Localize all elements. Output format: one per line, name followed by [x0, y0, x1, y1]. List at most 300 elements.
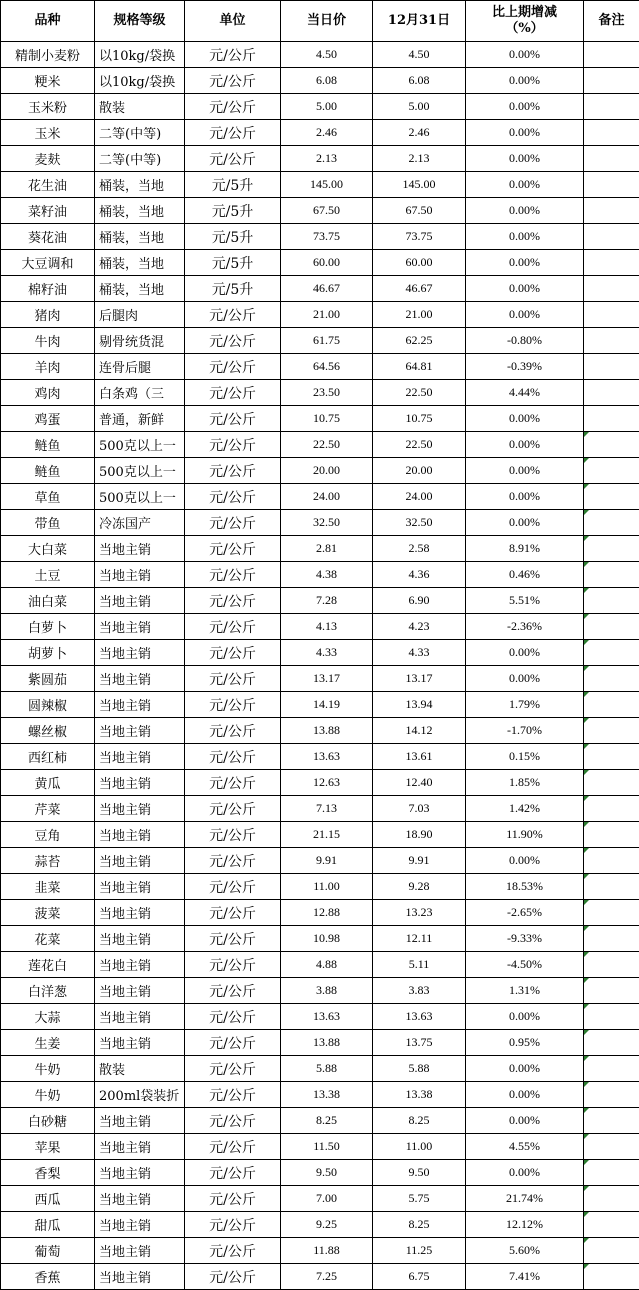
header-unit: 单位: [185, 1, 281, 42]
cell-unit: 元/公斤: [185, 1056, 281, 1082]
cell-unit: 元/公斤: [185, 406, 281, 432]
cell-note: [584, 172, 639, 198]
cell-prev-price: 22.50: [373, 432, 466, 458]
cell-note: [584, 744, 639, 770]
cell-note: [584, 224, 639, 250]
cell-spec: 当地主销: [95, 1264, 185, 1290]
cell-change: 0.00%: [466, 1056, 584, 1082]
cell-today-price: 20.00: [281, 458, 373, 484]
header-spec: 规格等级: [95, 1, 185, 42]
cell-name: 甜瓜: [1, 1212, 95, 1238]
cell-today-price: 5.00: [281, 94, 373, 120]
cell-spec: 以10kg/袋换: [95, 68, 185, 94]
cell-today-price: 11.88: [281, 1238, 373, 1264]
cell-prev-price: 9.50: [373, 1160, 466, 1186]
cell-unit: 元/公斤: [185, 536, 281, 562]
cell-name: 莲花白: [1, 952, 95, 978]
table-row: [1, 1108, 639, 1134]
cell-spec: 当地主销: [95, 770, 185, 796]
cell-spec: 后腿肉: [95, 302, 185, 328]
cell-unit: 元/公斤: [185, 1264, 281, 1290]
cell-name: 精制小麦粉: [1, 42, 95, 68]
cell-unit: 元/公斤: [185, 744, 281, 770]
table-row: [1, 1004, 639, 1030]
cell-prev-price: 60.00: [373, 250, 466, 276]
cell-today-price: 13.88: [281, 1030, 373, 1056]
cell-spec: 当地主销: [95, 1186, 185, 1212]
cell-change: -2.65%: [466, 900, 584, 926]
cell-change: 5.60%: [466, 1238, 584, 1264]
cell-prev-price: 2.46: [373, 120, 466, 146]
cell-unit: 元/公斤: [185, 1082, 281, 1108]
cell-prev-price: 2.13: [373, 146, 466, 172]
cell-spec: 当地主销: [95, 1238, 185, 1264]
cell-prev-price: 13.63: [373, 1004, 466, 1030]
cell-unit: 元/公斤: [185, 848, 281, 874]
cell-name: 螺丝椒: [1, 718, 95, 744]
cell-change: -1.70%: [466, 718, 584, 744]
cell-change: 0.00%: [466, 510, 584, 536]
cell-note: [584, 640, 639, 666]
cell-prev-price: 4.33: [373, 640, 466, 666]
cell-unit: 元/公斤: [185, 510, 281, 536]
cell-spec: 当地主销: [95, 874, 185, 900]
cell-note: [584, 146, 639, 172]
table-row: [1, 510, 639, 536]
cell-spec: 散装: [95, 94, 185, 120]
table-row: [1, 328, 639, 354]
cell-today-price: 13.88: [281, 718, 373, 744]
cell-unit: 元/公斤: [185, 588, 281, 614]
cell-spec: 散装: [95, 1056, 185, 1082]
cell-spec: 当地主销: [95, 562, 185, 588]
cell-note: [584, 796, 639, 822]
cell-prev-price: 73.75: [373, 224, 466, 250]
cell-name: 鸡蛋: [1, 406, 95, 432]
cell-unit: 元/公斤: [185, 1134, 281, 1160]
cell-spec: 当地主销: [95, 926, 185, 952]
cell-today-price: 46.67: [281, 276, 373, 302]
cell-name: 玉米: [1, 120, 95, 146]
cell-change: -9.33%: [466, 926, 584, 952]
table-row: [1, 562, 639, 588]
cell-today-price: 5.88: [281, 1056, 373, 1082]
cell-change: 0.00%: [466, 432, 584, 458]
cell-unit: 元/公斤: [185, 42, 281, 68]
cell-note: [584, 328, 639, 354]
cell-name: 香梨: [1, 1160, 95, 1186]
cell-note: [584, 276, 639, 302]
cell-prev-price: 5.88: [373, 1056, 466, 1082]
cell-prev-price: 46.67: [373, 276, 466, 302]
cell-spec: 桶装，当地: [95, 224, 185, 250]
cell-spec: 当地主销: [95, 588, 185, 614]
table-row: [1, 1186, 639, 1212]
cell-prev-price: 11.25: [373, 1238, 466, 1264]
cell-note: [584, 120, 639, 146]
table-row: [1, 900, 639, 926]
cell-prev-price: 9.91: [373, 848, 466, 874]
cell-spec: 500克以上一: [95, 458, 185, 484]
cell-prev-price: 12.11: [373, 926, 466, 952]
cell-change: 0.00%: [466, 484, 584, 510]
cell-prev-price: 21.00: [373, 302, 466, 328]
cell-change: 0.00%: [466, 120, 584, 146]
cell-name: 鲢鱼: [1, 458, 95, 484]
cell-unit: 元/公斤: [185, 718, 281, 744]
cell-unit: 元/公斤: [185, 822, 281, 848]
cell-today-price: 60.00: [281, 250, 373, 276]
cell-today-price: 2.81: [281, 536, 373, 562]
cell-unit: 元/公斤: [185, 952, 281, 978]
cell-prev-price: 4.23: [373, 614, 466, 640]
cell-unit: 元/公斤: [185, 770, 281, 796]
cell-name: 猪肉: [1, 302, 95, 328]
table-body: [1, 42, 639, 1290]
cell-spec: 当地主销: [95, 952, 185, 978]
cell-note: [584, 900, 639, 926]
cell-spec: 当地主销: [95, 744, 185, 770]
cell-spec: 普通，新鲜: [95, 406, 185, 432]
cell-note: [584, 1030, 639, 1056]
table-row: [1, 744, 639, 770]
cell-today-price: 4.38: [281, 562, 373, 588]
table-row: [1, 484, 639, 510]
cell-prev-price: 5.11: [373, 952, 466, 978]
cell-today-price: 2.46: [281, 120, 373, 146]
cell-note: [584, 1264, 639, 1290]
table-row: [1, 94, 639, 120]
cell-note: [584, 692, 639, 718]
cell-prev-price: 64.81: [373, 354, 466, 380]
cell-unit: 元/公斤: [185, 302, 281, 328]
cell-note: [584, 770, 639, 796]
cell-spec: 剔骨统货混: [95, 328, 185, 354]
cell-name: 韭菜: [1, 874, 95, 900]
cell-change: 1.85%: [466, 770, 584, 796]
cell-spec: 500克以上一: [95, 484, 185, 510]
cell-spec: 当地主销: [95, 536, 185, 562]
cell-unit: 元/公斤: [185, 692, 281, 718]
cell-today-price: 3.88: [281, 978, 373, 1004]
cell-name: 花菜: [1, 926, 95, 952]
table-row: [1, 406, 639, 432]
cell-name: 大蒜: [1, 1004, 95, 1030]
cell-spec: 当地主销: [95, 1212, 185, 1238]
cell-prev-price: 8.25: [373, 1108, 466, 1134]
cell-change: 12.12%: [466, 1212, 584, 1238]
cell-change: -2.36%: [466, 614, 584, 640]
cell-change: 0.15%: [466, 744, 584, 770]
cell-name: 土豆: [1, 562, 95, 588]
cell-today-price: 4.33: [281, 640, 373, 666]
cell-change: -4.50%: [466, 952, 584, 978]
cell-note: [584, 874, 639, 900]
cell-change: 0.00%: [466, 1004, 584, 1030]
cell-spec: 当地主销: [95, 640, 185, 666]
cell-change: 0.00%: [466, 68, 584, 94]
table-row: [1, 666, 639, 692]
cell-note: [584, 1238, 639, 1264]
cell-spec: 当地主销: [95, 666, 185, 692]
cell-note: [584, 406, 639, 432]
cell-change: 0.00%: [466, 406, 584, 432]
cell-note: [584, 926, 639, 952]
cell-note: [584, 1082, 639, 1108]
cell-note: [584, 614, 639, 640]
cell-spec: 500克以上一: [95, 432, 185, 458]
cell-change: 0.00%: [466, 640, 584, 666]
table-row: [1, 718, 639, 744]
table-row: [1, 614, 639, 640]
header-change-line1: 比上期增减: [492, 5, 557, 20]
table-row: [1, 1082, 639, 1108]
cell-today-price: 13.63: [281, 1004, 373, 1030]
cell-spec: 当地主销: [95, 900, 185, 926]
cell-change: 0.00%: [466, 42, 584, 68]
cell-today-price: 11.50: [281, 1134, 373, 1160]
cell-unit: 元/公斤: [185, 94, 281, 120]
table-row: [1, 68, 639, 94]
cell-today-price: 7.13: [281, 796, 373, 822]
cell-prev-price: 13.94: [373, 692, 466, 718]
cell-change: 0.00%: [466, 276, 584, 302]
cell-spec: 当地主销: [95, 796, 185, 822]
cell-spec: 连骨后腿: [95, 354, 185, 380]
cell-name: 粳米: [1, 68, 95, 94]
cell-note: [584, 1004, 639, 1030]
cell-change: 8.91%: [466, 536, 584, 562]
cell-spec: 当地主销: [95, 614, 185, 640]
table-row: [1, 848, 639, 874]
cell-spec: 桶装，当地: [95, 276, 185, 302]
cell-change: 4.44%: [466, 380, 584, 406]
cell-name: 紫圆茄: [1, 666, 95, 692]
cell-note: [584, 952, 639, 978]
cell-spec: 当地主销: [95, 692, 185, 718]
cell-unit: 元/公斤: [185, 1004, 281, 1030]
cell-today-price: 4.50: [281, 42, 373, 68]
cell-today-price: 22.50: [281, 432, 373, 458]
cell-name: 白洋葱: [1, 978, 95, 1004]
cell-today-price: 4.88: [281, 952, 373, 978]
cell-prev-price: 6.90: [373, 588, 466, 614]
table-row: [1, 1160, 639, 1186]
cell-change: 0.00%: [466, 1160, 584, 1186]
cell-name: 菜籽油: [1, 198, 95, 224]
cell-today-price: 8.25: [281, 1108, 373, 1134]
cell-note: [584, 822, 639, 848]
cell-unit: 元/公斤: [185, 432, 281, 458]
cell-today-price: 7.00: [281, 1186, 373, 1212]
cell-unit: 元/公斤: [185, 484, 281, 510]
table-row: [1, 198, 639, 224]
cell-change: 0.00%: [466, 94, 584, 120]
cell-today-price: 10.75: [281, 406, 373, 432]
cell-name: 香蕉: [1, 1264, 95, 1290]
cell-unit: 元/5升: [185, 172, 281, 198]
cell-note: [584, 198, 639, 224]
cell-name: 大白菜: [1, 536, 95, 562]
cell-prev-price: 6.08: [373, 68, 466, 94]
cell-prev-price: 5.00: [373, 94, 466, 120]
cell-spec: 当地主销: [95, 1108, 185, 1134]
cell-name: 白砂糖: [1, 1108, 95, 1134]
cell-name: 牛奶: [1, 1082, 95, 1108]
table-row: [1, 796, 639, 822]
header-prev-price: 12月31日: [373, 1, 466, 42]
cell-prev-price: 13.75: [373, 1030, 466, 1056]
cell-today-price: 21.00: [281, 302, 373, 328]
cell-unit: 元/公斤: [185, 380, 281, 406]
cell-note: [584, 978, 639, 1004]
cell-unit: 元/公斤: [185, 1160, 281, 1186]
table-row: [1, 250, 639, 276]
cell-name: 大豆调和: [1, 250, 95, 276]
cell-today-price: 73.75: [281, 224, 373, 250]
cell-change: 1.42%: [466, 796, 584, 822]
table-row: [1, 276, 639, 302]
cell-note: [584, 848, 639, 874]
cell-change: 21.74%: [466, 1186, 584, 1212]
cell-spec: 当地主销: [95, 978, 185, 1004]
table-row: [1, 640, 639, 666]
cell-today-price: 24.00: [281, 484, 373, 510]
cell-note: [584, 380, 639, 406]
cell-today-price: 7.28: [281, 588, 373, 614]
cell-prev-price: 67.50: [373, 198, 466, 224]
table-row: [1, 770, 639, 796]
cell-prev-price: 5.75: [373, 1186, 466, 1212]
cell-today-price: 61.75: [281, 328, 373, 354]
cell-today-price: 13.38: [281, 1082, 373, 1108]
cell-change: 0.00%: [466, 146, 584, 172]
cell-note: [584, 562, 639, 588]
table-row: [1, 822, 639, 848]
cell-spec: 桶装，当地: [95, 198, 185, 224]
cell-today-price: 10.98: [281, 926, 373, 952]
cell-name: 棉籽油: [1, 276, 95, 302]
cell-change: 0.00%: [466, 302, 584, 328]
cell-name: 西红柿: [1, 744, 95, 770]
cell-today-price: 11.00: [281, 874, 373, 900]
cell-name: 菠菜: [1, 900, 95, 926]
table-row: [1, 1134, 639, 1160]
cell-prev-price: 24.00: [373, 484, 466, 510]
cell-name: 牛肉: [1, 328, 95, 354]
cell-spec: 桶装，当地: [95, 172, 185, 198]
cell-name: 生姜: [1, 1030, 95, 1056]
cell-unit: 元/公斤: [185, 926, 281, 952]
cell-name: 胡萝卜: [1, 640, 95, 666]
cell-today-price: 13.17: [281, 666, 373, 692]
cell-unit: 元/公斤: [185, 120, 281, 146]
cell-spec: 二等(中等): [95, 120, 185, 146]
table-row: [1, 926, 639, 952]
cell-change: 18.53%: [466, 874, 584, 900]
cell-name: 羊肉: [1, 354, 95, 380]
cell-unit: 元/公斤: [185, 978, 281, 1004]
cell-spec: 二等(中等): [95, 146, 185, 172]
cell-note: [584, 1056, 639, 1082]
cell-prev-price: 4.50: [373, 42, 466, 68]
table-row: [1, 1238, 639, 1264]
cell-change: 0.00%: [466, 458, 584, 484]
cell-spec: 冷冻国产: [95, 510, 185, 536]
cell-today-price: 6.08: [281, 68, 373, 94]
cell-change: 0.00%: [466, 224, 584, 250]
table-row: [1, 978, 639, 1004]
cell-name: 油白菜: [1, 588, 95, 614]
table-row: [1, 536, 639, 562]
cell-spec: 以10kg/袋换: [95, 42, 185, 68]
cell-unit: 元/5升: [185, 250, 281, 276]
cell-prev-price: 13.23: [373, 900, 466, 926]
cell-note: [584, 666, 639, 692]
cell-name: 蒜苔: [1, 848, 95, 874]
cell-note: [584, 250, 639, 276]
cell-unit: 元/公斤: [185, 354, 281, 380]
cell-note: [584, 536, 639, 562]
cell-today-price: 13.63: [281, 744, 373, 770]
table-row: [1, 1264, 639, 1290]
cell-unit: 元/公斤: [185, 796, 281, 822]
cell-name: 鲢鱼: [1, 432, 95, 458]
cell-change: 0.00%: [466, 666, 584, 692]
cell-prev-price: 11.00: [373, 1134, 466, 1160]
cell-spec: 当地主销: [95, 718, 185, 744]
cell-unit: 元/公斤: [185, 458, 281, 484]
cell-unit: 元/公斤: [185, 146, 281, 172]
cell-name: 玉米粉: [1, 94, 95, 120]
cell-unit: 元/5升: [185, 198, 281, 224]
header-name: 品种: [1, 1, 95, 42]
cell-name: 带鱼: [1, 510, 95, 536]
cell-spec: 桶装，当地: [95, 250, 185, 276]
cell-change: 0.00%: [466, 250, 584, 276]
cell-prev-price: 2.58: [373, 536, 466, 562]
cell-today-price: 9.50: [281, 1160, 373, 1186]
cell-today-price: 32.50: [281, 510, 373, 536]
cell-today-price: 4.13: [281, 614, 373, 640]
cell-name: 黄瓜: [1, 770, 95, 796]
table-row: [1, 874, 639, 900]
cell-note: [584, 1212, 639, 1238]
table-row: [1, 146, 639, 172]
cell-name: 西瓜: [1, 1186, 95, 1212]
cell-change: 0.00%: [466, 198, 584, 224]
table-row: [1, 42, 639, 68]
cell-spec: 当地主销: [95, 822, 185, 848]
cell-prev-price: 32.50: [373, 510, 466, 536]
cell-note: [584, 302, 639, 328]
cell-today-price: 12.63: [281, 770, 373, 796]
cell-change: 0.00%: [466, 1082, 584, 1108]
table-row: [1, 1056, 639, 1082]
header-change: [466, 1, 584, 42]
cell-note: [584, 432, 639, 458]
cell-today-price: 2.13: [281, 146, 373, 172]
cell-prev-price: 6.75: [373, 1264, 466, 1290]
cell-spec: 200ml袋装折: [95, 1082, 185, 1108]
header-today-price: 当日价: [281, 1, 373, 42]
table-row: [1, 458, 639, 484]
cell-name: 草鱼: [1, 484, 95, 510]
cell-change: 4.55%: [466, 1134, 584, 1160]
cell-prev-price: 7.03: [373, 796, 466, 822]
cell-name: 苹果: [1, 1134, 95, 1160]
cell-note: [584, 484, 639, 510]
